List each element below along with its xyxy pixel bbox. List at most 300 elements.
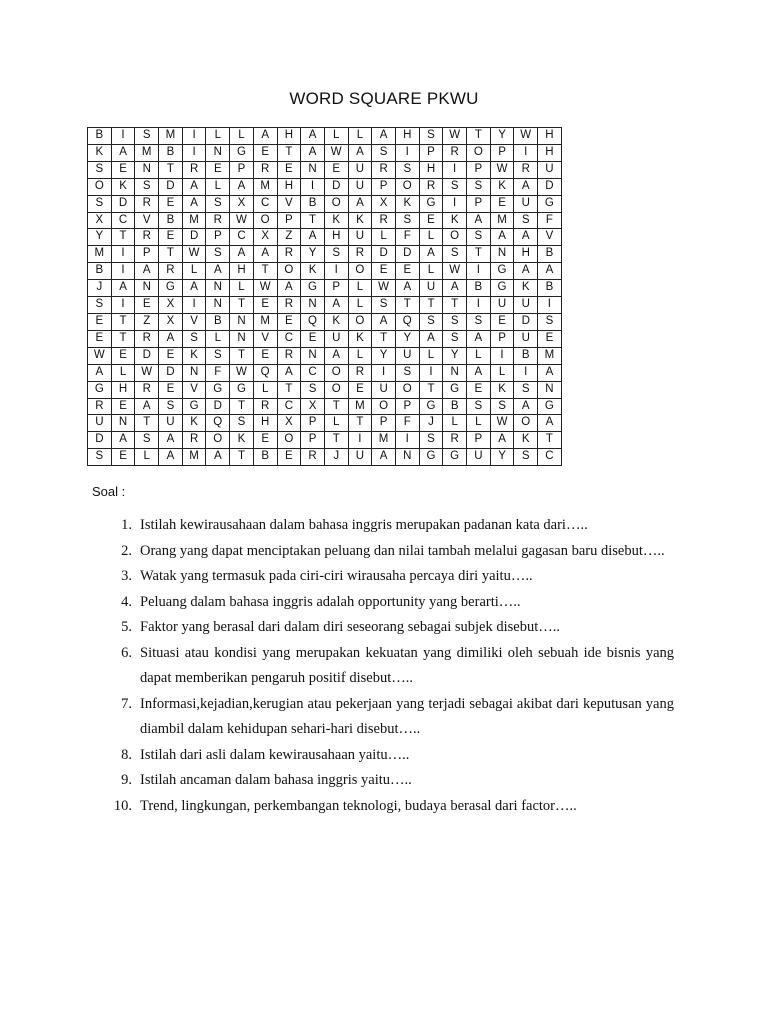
grid-cell: M — [372, 432, 396, 449]
grid-cell: S — [395, 212, 419, 229]
grid-cell: U — [514, 297, 538, 314]
grid-cell: A — [135, 398, 159, 415]
grid-cell: O — [372, 398, 396, 415]
grid-row — [88, 263, 562, 280]
soal-label: Soal : — [92, 484, 126, 499]
grid-cell: T — [159, 246, 183, 263]
grid-row — [88, 415, 562, 432]
grid-cell: I — [182, 128, 206, 145]
grid-cell: Y — [372, 347, 396, 364]
grid-cell: K — [348, 212, 372, 229]
grid-row — [88, 178, 562, 195]
grid-cell: M — [182, 449, 206, 466]
grid-cell: A — [324, 297, 348, 314]
grid-cell: S — [135, 432, 159, 449]
grid-cell: W — [230, 364, 254, 381]
grid-cell: H — [111, 381, 135, 398]
grid-cell: B — [538, 280, 562, 297]
grid-cell: I — [301, 178, 325, 195]
grid-cell: R — [135, 195, 159, 212]
grid-cell: N — [395, 449, 419, 466]
grid-cell: X — [372, 195, 396, 212]
question-text: Istilah dari asli dalam kewirausahaan yaitu….. — [140, 746, 410, 763]
grid-cell: I — [514, 144, 538, 161]
grid-cell: U — [514, 330, 538, 347]
grid-cell: O — [324, 364, 348, 381]
grid-cell: E — [467, 381, 491, 398]
grid-cell: G — [88, 381, 112, 398]
grid-cell: O — [277, 263, 301, 280]
grid-cell: E — [88, 330, 112, 347]
grid-row — [88, 381, 562, 398]
grid-cell: E — [419, 212, 443, 229]
grid-cell: T — [348, 415, 372, 432]
grid-cell: A — [159, 330, 183, 347]
grid-cell: R — [348, 364, 372, 381]
grid-cell: N — [301, 161, 325, 178]
question-item — [100, 692, 674, 743]
grid-cell: K — [443, 212, 467, 229]
grid-row — [88, 449, 562, 466]
grid-cell: D — [395, 246, 419, 263]
grid-row — [88, 347, 562, 364]
grid-cell: E — [538, 330, 562, 347]
grid-cell: A — [514, 178, 538, 195]
grid-cell: Q — [301, 313, 325, 330]
grid-cell: R — [419, 178, 443, 195]
grid-cell: S — [135, 128, 159, 145]
grid-cell: A — [301, 229, 325, 246]
grid-cell: G — [301, 280, 325, 297]
grid-cell: M — [159, 128, 183, 145]
grid-cell: K — [348, 330, 372, 347]
question-number: 4. — [121, 593, 132, 610]
grid-cell: N — [301, 347, 325, 364]
grid-cell: L — [419, 229, 443, 246]
grid-cell: Y — [301, 246, 325, 263]
grid-cell: T — [324, 432, 348, 449]
grid-cell: O — [253, 212, 277, 229]
question-text: Informasi,kejadian,kerugian atau pekerjaan yang terjadi sebagai akibat dari keputusan yang diambil dalam kehidupan sehari-hari disebut….. — [140, 695, 674, 737]
grid-cell: D — [135, 347, 159, 364]
grid-cell: I — [372, 364, 396, 381]
grid-cell: L — [490, 364, 514, 381]
grid-cell: S — [301, 381, 325, 398]
question-number: 10. — [113, 797, 132, 814]
grid-cell: A — [230, 246, 254, 263]
grid-cell: T — [159, 161, 183, 178]
grid-cell: H — [538, 128, 562, 145]
grid-cell: L — [372, 229, 396, 246]
grid-cell: L — [206, 128, 230, 145]
grid-cell: X — [277, 415, 301, 432]
grid-cell: D — [182, 229, 206, 246]
grid-cell: A — [182, 195, 206, 212]
grid-cell: P — [206, 229, 230, 246]
grid-cell: U — [88, 415, 112, 432]
grid-cell: E — [301, 330, 325, 347]
grid-cell: I — [443, 195, 467, 212]
grid-cell: R — [135, 229, 159, 246]
grid-cell: E — [395, 263, 419, 280]
grid-cell: G — [419, 398, 443, 415]
grid-cell: F — [395, 415, 419, 432]
grid-cell: T — [111, 229, 135, 246]
grid-row — [88, 432, 562, 449]
grid-cell: R — [443, 432, 467, 449]
grid-cell: T — [230, 297, 254, 314]
grid-cell: S — [395, 161, 419, 178]
grid-cell: G — [230, 381, 254, 398]
grid-cell: T — [277, 381, 301, 398]
question-list — [100, 513, 674, 819]
grid-cell: R — [182, 161, 206, 178]
grid-cell: G — [443, 381, 467, 398]
grid-cell: E — [253, 432, 277, 449]
grid-cell: W — [372, 280, 396, 297]
grid-cell: V — [253, 330, 277, 347]
question-item — [100, 564, 674, 590]
grid-cell: A — [538, 415, 562, 432]
grid-cell: J — [324, 449, 348, 466]
grid-cell: C — [277, 398, 301, 415]
grid-cell: A — [514, 263, 538, 280]
grid-cell: I — [111, 263, 135, 280]
grid-cell: G — [419, 195, 443, 212]
grid-cell: D — [514, 313, 538, 330]
grid-cell: B — [88, 128, 112, 145]
grid-cell: S — [467, 229, 491, 246]
question-number: 2. — [121, 542, 132, 559]
grid-cell: S — [419, 128, 443, 145]
grid-cell: P — [372, 415, 396, 432]
grid-cell: S — [372, 297, 396, 314]
grid-cell: E — [159, 347, 183, 364]
grid-cell: E — [277, 313, 301, 330]
grid-cell: L — [206, 330, 230, 347]
grid-cell: E — [159, 229, 183, 246]
grid-cell: E — [206, 161, 230, 178]
grid-cell: O — [514, 415, 538, 432]
grid-cell: E — [277, 449, 301, 466]
grid-cell: A — [348, 195, 372, 212]
grid-cell: E — [135, 297, 159, 314]
grid-cell: I — [111, 297, 135, 314]
grid-cell: G — [443, 449, 467, 466]
grid-cell: P — [301, 432, 325, 449]
grid-cell: T — [301, 212, 325, 229]
grid-cell: A — [467, 330, 491, 347]
grid-cell: T — [443, 297, 467, 314]
grid-cell: K — [395, 195, 419, 212]
grid-cell: N — [111, 415, 135, 432]
grid-cell: A — [277, 364, 301, 381]
grid-cell: U — [348, 161, 372, 178]
question-text: Peluang dalam bahasa inggris adalah opportunity yang berarti….. — [140, 593, 521, 610]
grid-cell: W — [253, 280, 277, 297]
grid-row — [88, 212, 562, 229]
grid-cell: S — [514, 449, 538, 466]
grid-cell: P — [467, 195, 491, 212]
grid-cell: I — [182, 297, 206, 314]
grid-cell: E — [372, 263, 396, 280]
grid-cell: S — [514, 212, 538, 229]
grid-cell: A — [490, 229, 514, 246]
grid-cell: M — [135, 144, 159, 161]
grid-cell: R — [182, 432, 206, 449]
grid-cell: T — [395, 297, 419, 314]
grid-cell: N — [230, 313, 254, 330]
grid-cell: I — [467, 263, 491, 280]
grid-cell: R — [372, 212, 396, 229]
grid-cell: H — [419, 161, 443, 178]
grid-cell: K — [324, 212, 348, 229]
grid-cell: S — [206, 347, 230, 364]
grid-cell: A — [514, 229, 538, 246]
grid-cell: L — [467, 415, 491, 432]
grid-cell: N — [182, 364, 206, 381]
grid-cell: H — [277, 178, 301, 195]
question-number: 7. — [121, 695, 132, 712]
grid-cell: L — [253, 381, 277, 398]
grid-row — [88, 297, 562, 314]
word-square-grid — [87, 127, 562, 466]
grid-cell: A — [419, 246, 443, 263]
grid-cell: U — [348, 178, 372, 195]
grid-cell: M — [182, 212, 206, 229]
grid-cell: A — [88, 364, 112, 381]
grid-cell: T — [538, 432, 562, 449]
grid-cell: R — [277, 246, 301, 263]
grid-cell: A — [206, 449, 230, 466]
grid-cell: P — [490, 144, 514, 161]
grid-cell: H — [324, 229, 348, 246]
grid-cell: T — [277, 144, 301, 161]
grid-cell: C — [538, 449, 562, 466]
grid-cell: L — [419, 263, 443, 280]
grid-cell: N — [206, 280, 230, 297]
grid-cell: A — [135, 263, 159, 280]
grid-cell: U — [159, 415, 183, 432]
grid-cell: L — [419, 347, 443, 364]
grid-cell: D — [324, 178, 348, 195]
grid-cell: O — [395, 178, 419, 195]
grid-cell: E — [159, 381, 183, 398]
grid-cell: Y — [395, 330, 419, 347]
grid-cell: A — [490, 432, 514, 449]
grid-cell: S — [467, 178, 491, 195]
grid-cell: X — [159, 297, 183, 314]
grid-cell: P — [467, 432, 491, 449]
grid-cell: H — [538, 144, 562, 161]
grid-cell: R — [253, 161, 277, 178]
grid-cell: B — [88, 263, 112, 280]
grid-cell: T — [111, 330, 135, 347]
grid-cell: B — [159, 144, 183, 161]
grid-cell: F — [538, 212, 562, 229]
grid-cell: J — [419, 415, 443, 432]
grid-cell: P — [372, 178, 396, 195]
grid-cell: S — [443, 246, 467, 263]
grid-cell: I — [443, 161, 467, 178]
grid-cell: H — [230, 263, 254, 280]
grid-cell: W — [324, 144, 348, 161]
grid-cell: C — [253, 195, 277, 212]
grid-cell: O — [88, 178, 112, 195]
grid-cell: S — [135, 178, 159, 195]
grid-cell: X — [301, 398, 325, 415]
grid-cell: E — [253, 347, 277, 364]
grid-cell: Y — [490, 128, 514, 145]
grid-cell: N — [443, 364, 467, 381]
grid-cell: N — [230, 330, 254, 347]
grid-cell: C — [230, 229, 254, 246]
grid-cell: W — [230, 212, 254, 229]
grid-cell: P — [490, 330, 514, 347]
grid-cell: A — [159, 449, 183, 466]
grid-cell: K — [490, 178, 514, 195]
grid-cell: U — [372, 381, 396, 398]
question-number: 9. — [121, 772, 132, 788]
grid-cell: T — [230, 398, 254, 415]
grid-cell: S — [324, 246, 348, 263]
grid-cell: N — [206, 297, 230, 314]
grid-cell: O — [206, 432, 230, 449]
grid-cell: S — [88, 161, 112, 178]
grid-cell: Q — [253, 364, 277, 381]
grid-cell: O — [443, 229, 467, 246]
grid-cell: I — [419, 364, 443, 381]
grid-cell: A — [206, 263, 230, 280]
grid-row — [88, 330, 562, 347]
grid-cell: S — [88, 195, 112, 212]
grid-cell: S — [372, 144, 396, 161]
question-item — [100, 768, 674, 794]
grid-cell: K — [490, 381, 514, 398]
grid-cell: M — [88, 246, 112, 263]
grid-cell: I — [395, 144, 419, 161]
grid-cell: L — [348, 128, 372, 145]
grid-cell: T — [419, 297, 443, 314]
grid-cell: D — [88, 432, 112, 449]
grid-cell: P — [277, 212, 301, 229]
grid-cell: O — [324, 195, 348, 212]
grid-cell: I — [514, 364, 538, 381]
grid-row — [88, 364, 562, 381]
question-text: Watak yang termasuk pada ciri-ciri wirausaha percaya diri yaitu….. — [140, 568, 533, 584]
grid-cell: G — [538, 398, 562, 415]
grid-cell: U — [324, 330, 348, 347]
grid-cell: K — [514, 432, 538, 449]
grid-cell: U — [490, 297, 514, 314]
grid-cell: C — [301, 364, 325, 381]
grid-cell: A — [443, 280, 467, 297]
grid-row — [88, 161, 562, 178]
grid-row — [88, 195, 562, 212]
question-number: 5. — [121, 619, 132, 635]
grid-cell: W — [490, 415, 514, 432]
grid-cell: M — [538, 347, 562, 364]
grid-cell: S — [467, 313, 491, 330]
question-item — [100, 615, 674, 641]
grid-cell: A — [182, 178, 206, 195]
grid-cell: W — [514, 128, 538, 145]
grid-cell: S — [443, 313, 467, 330]
grid-cell: K — [88, 144, 112, 161]
grid-cell: I — [467, 297, 491, 314]
question-number: 1. — [121, 517, 132, 533]
grid-cell: S — [538, 313, 562, 330]
grid-cell: O — [395, 381, 419, 398]
grid-cell: A — [372, 313, 396, 330]
grid-cell: N — [206, 144, 230, 161]
grid-cell: U — [348, 229, 372, 246]
grid-cell: S — [467, 398, 491, 415]
grid-cell: S — [395, 364, 419, 381]
grid-cell: D — [111, 195, 135, 212]
grid-cell: A — [467, 364, 491, 381]
grid-cell: C — [111, 212, 135, 229]
grid-cell: L — [230, 280, 254, 297]
grid-cell: I — [182, 144, 206, 161]
grid-cell: N — [135, 280, 159, 297]
grid-cell: A — [301, 144, 325, 161]
grid-cell: K — [230, 432, 254, 449]
grid-cell: W — [490, 161, 514, 178]
grid-cell: B — [514, 347, 538, 364]
grid-cell: N — [538, 381, 562, 398]
grid-cell: A — [253, 128, 277, 145]
grid-cell: M — [253, 178, 277, 195]
grid-cell: Y — [490, 449, 514, 466]
grid-cell: I — [324, 263, 348, 280]
grid-cell: U — [514, 195, 538, 212]
grid-cell: L — [135, 449, 159, 466]
grid-cell: B — [206, 313, 230, 330]
grid-cell: R — [277, 347, 301, 364]
grid-cell: S — [419, 313, 443, 330]
grid-cell: L — [467, 347, 491, 364]
grid-cell: M — [253, 313, 277, 330]
grid-cell: V — [182, 313, 206, 330]
grid-cell: A — [159, 432, 183, 449]
grid-cell: G — [182, 398, 206, 415]
grid-cell: A — [301, 128, 325, 145]
grid-cell: A — [111, 144, 135, 161]
grid-cell: A — [395, 280, 419, 297]
grid-cell: R — [514, 161, 538, 178]
grid-cell: L — [324, 415, 348, 432]
grid-cell: R — [301, 449, 325, 466]
grid-cell: S — [88, 297, 112, 314]
grid-cell: B — [467, 280, 491, 297]
page-title: WORD SQUARE PKWU — [289, 89, 479, 108]
grid-cell: S — [230, 415, 254, 432]
grid-cell: O — [467, 144, 491, 161]
grid-cell: T — [324, 398, 348, 415]
grid-row — [88, 229, 562, 246]
grid-cell: I — [538, 297, 562, 314]
grid-cell: X — [88, 212, 112, 229]
grid-cell: H — [277, 128, 301, 145]
question-number: 3. — [121, 568, 132, 584]
grid-cell: A — [111, 432, 135, 449]
grid-cell: A — [111, 280, 135, 297]
grid-cell: W — [182, 246, 206, 263]
grid-cell: E — [253, 144, 277, 161]
grid-cell: L — [443, 415, 467, 432]
grid-cell: B — [443, 398, 467, 415]
